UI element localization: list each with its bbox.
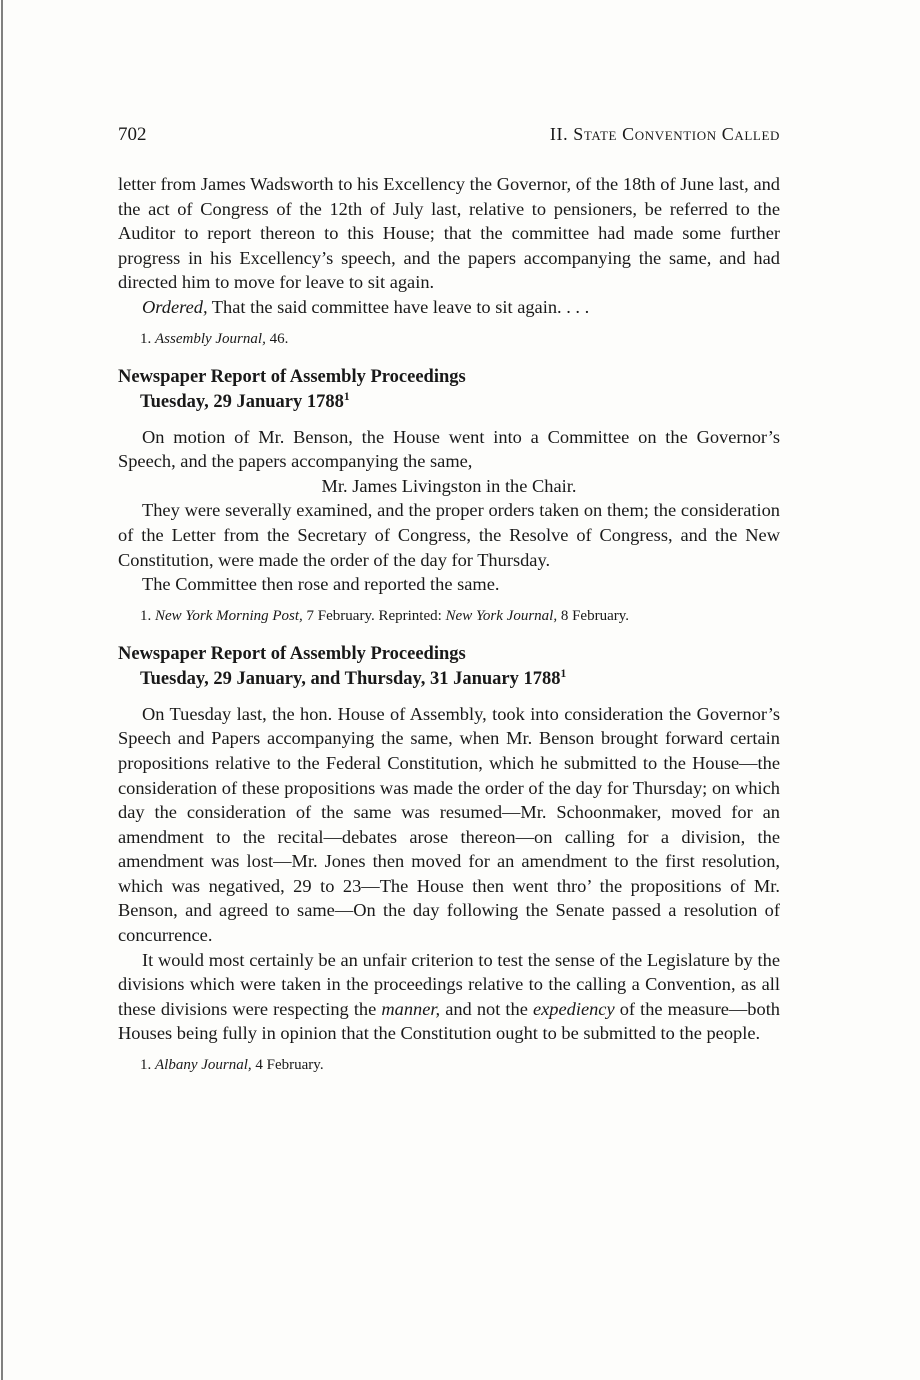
text-run: of the measure—both Houses being fully in opinion that the Constitution ought to be submitted to the people. bbox=[118, 998, 780, 1044]
footnote bbox=[118, 1055, 780, 1075]
text-run: 1. bbox=[140, 330, 155, 347]
italic-text: expediency bbox=[532, 998, 615, 1019]
italic-text: manner, bbox=[381, 998, 441, 1019]
text-run: Tuesday, 29 January, and Thursday, 31 January 1788 bbox=[140, 668, 561, 689]
italic-text: Albany Journal, bbox=[155, 1057, 252, 1074]
paragraph bbox=[118, 295, 780, 320]
italic-text: Ordered, bbox=[142, 296, 208, 317]
heading-title: Newspaper Report of Assembly Proceedings bbox=[118, 366, 466, 387]
paragraph bbox=[118, 425, 780, 474]
footnote bbox=[118, 606, 780, 626]
text-run: 8 February. bbox=[557, 607, 630, 624]
paragraph bbox=[118, 172, 780, 295]
paragraph bbox=[118, 572, 780, 597]
italic-text: New York Journal, bbox=[445, 607, 558, 624]
text-run: letter from James Wadsworth to his Excellency the Governor, of the 18th of June last, and the act of Congress of the 12th of July last, relative to pensioners, be referred to the Auditor to report thereon to this House; that the committee had made some further progress in his Excellency’s speech, and the papers accompanying the same, and had directed him to move for leave to sit again. bbox=[118, 174, 780, 293]
section-heading bbox=[118, 365, 780, 415]
text-run: and not the bbox=[440, 998, 533, 1019]
footnote bbox=[118, 329, 780, 349]
text-run: 1. bbox=[140, 1057, 155, 1074]
running-head: II. State Convention Called bbox=[549, 124, 780, 144]
paragraph bbox=[118, 702, 780, 948]
text-run: That the said committee have leave to sit again. . . . bbox=[207, 296, 590, 317]
italic-text: Assembly Journal, bbox=[155, 330, 266, 347]
footnote-reference: 1 bbox=[560, 667, 567, 680]
heading-date bbox=[118, 390, 780, 415]
text-run: 7 February. Reprinted: bbox=[302, 607, 446, 624]
heading-date bbox=[118, 667, 780, 692]
section-heading bbox=[118, 642, 780, 692]
text-run: Tuesday, 29 January 1788 bbox=[140, 391, 344, 412]
paragraph bbox=[118, 948, 780, 1046]
page-header bbox=[118, 124, 780, 146]
scan-edge-line bbox=[1, 0, 3, 1380]
text-run: Mr. James Livingston in the Chair. bbox=[321, 475, 577, 496]
centered-line bbox=[118, 474, 780, 499]
text-run: The Committee then rose and reported the same. bbox=[142, 574, 500, 595]
paragraph bbox=[118, 498, 780, 572]
text-run: On Tuesday last, the hon. House of Assembly, took into consideration the Governor’s Speech and Papers accompanying the same, when Mr. Benson brought forward certain propositions relative to the Federal Constitution, which he submitted to the House—the consideration of these propositions was made the order of the day for Thursday; on which day the consideration of the same was resumed—Mr. Schoonmaker, moved for an amendment to the recital—debates arose thereon—on calling for a division, the amendment was lost—Mr. Jones then moved for an amendment to the first resolution, which was negatived, 29 to 23—The House then went thro’ the propositions of Mr. Benson, and agreed to same—On the day following the Senate passed a resolution of concurrence. bbox=[118, 703, 780, 946]
text-run: 4 February. bbox=[251, 1057, 324, 1074]
text-run: They were severally examined, and the proper orders taken on them; the consideration of the Letter from the Secretary of Congress, the Resolve of Congress, and the New Constitution, were made the order of the day for Thursday. bbox=[118, 500, 780, 570]
italic-text: New York Morning Post, bbox=[155, 607, 303, 624]
heading-title: Newspaper Report of Assembly Proceedings bbox=[118, 643, 466, 664]
page-number: 702 bbox=[118, 124, 147, 145]
page-body bbox=[118, 172, 780, 1075]
footnote-reference: 1 bbox=[343, 390, 350, 403]
text-run: It would most certainly be an unfair criterion to test the sense of the Legislature by the divisions which were taken in the proceedings relative to the calling a Convention, as all these divisions were respecting the bbox=[118, 949, 780, 1019]
text-run: 46. bbox=[265, 330, 289, 347]
text-run: 1. bbox=[140, 607, 155, 624]
text-run: On motion of Mr. Benson, the House went into a Committee on the Governor’s Speech, and the papers accompanying the same, bbox=[118, 426, 780, 472]
